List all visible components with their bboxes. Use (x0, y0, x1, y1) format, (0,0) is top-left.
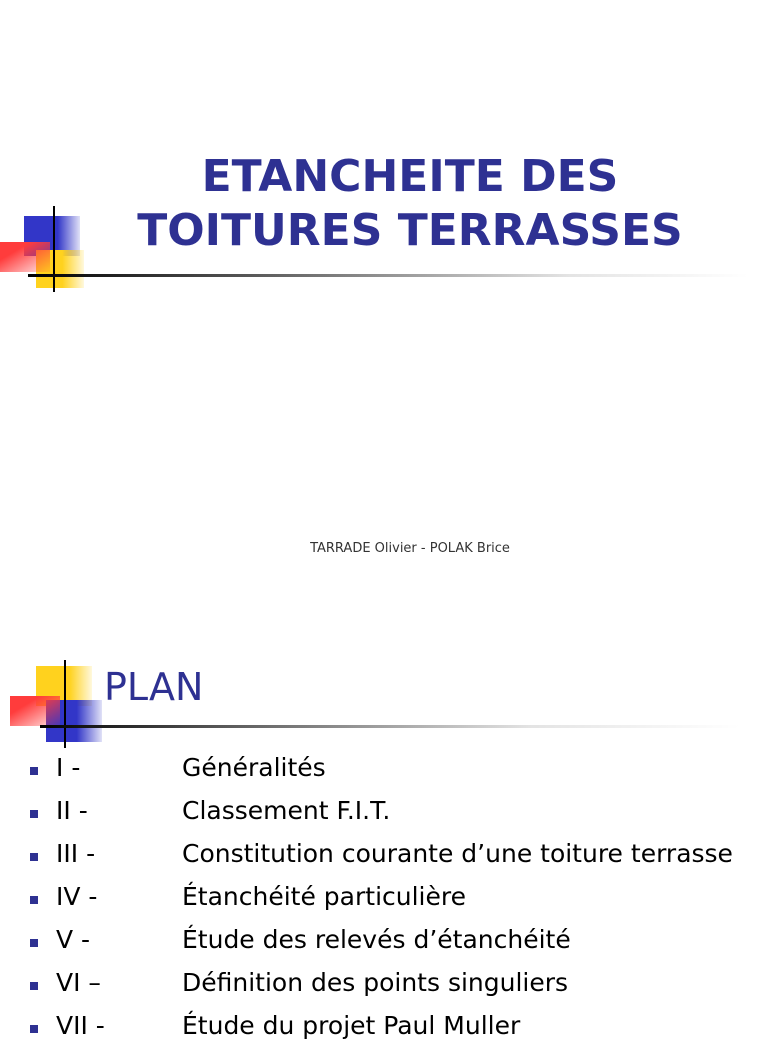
vertical-line (53, 206, 55, 292)
title-line-2: TOITURES TERRASSES (137, 205, 683, 256)
bullet-icon (30, 853, 38, 861)
item-number: V - (56, 925, 91, 954)
item-number: II - (56, 796, 88, 825)
list-item (0, 965, 768, 1008)
item-label: Définition des points singuliers (182, 968, 569, 997)
vertical-line (64, 660, 66, 748)
bullet-icon (30, 939, 38, 947)
item-label: Étanchéité particulière (182, 882, 466, 911)
red-square (10, 696, 60, 726)
plan-list (0, 750, 768, 1051)
bullet-icon (30, 810, 38, 818)
item-number: VI – (56, 968, 101, 997)
corner-decoration (0, 656, 120, 756)
item-number: I - (56, 753, 81, 782)
item-number: IV - (56, 882, 98, 911)
bullet-icon (30, 896, 38, 904)
list-item (0, 1008, 768, 1051)
item-label: Constitution courante d’une toiture terrasse (182, 839, 733, 868)
list-item (0, 750, 768, 793)
item-label: Classement F.I.T. (182, 796, 391, 825)
list-item (0, 922, 768, 965)
item-number: VII - (56, 1011, 105, 1040)
item-label: Étude du projet Paul Muller (182, 1011, 521, 1040)
authors-text: TARRADE Olivier - POLAK Brice (310, 541, 510, 556)
item-label: Généralités (182, 753, 326, 782)
title-line-1: ETANCHEITE DES (201, 151, 619, 202)
list-item (0, 879, 768, 922)
title-underline (40, 725, 740, 728)
list-item (0, 836, 768, 879)
bullet-icon (30, 767, 38, 775)
list-item (0, 793, 768, 836)
slide-title (60, 150, 760, 258)
item-label: Étude des relevés d’étanchéité (182, 925, 571, 954)
plan-title: PLAN (104, 665, 204, 709)
plan-slide (0, 612, 768, 1040)
red-square (0, 242, 50, 272)
item-number: III - (56, 839, 96, 868)
bullet-icon (30, 982, 38, 990)
title-underline (28, 274, 748, 277)
bullet-icon (30, 1025, 38, 1033)
